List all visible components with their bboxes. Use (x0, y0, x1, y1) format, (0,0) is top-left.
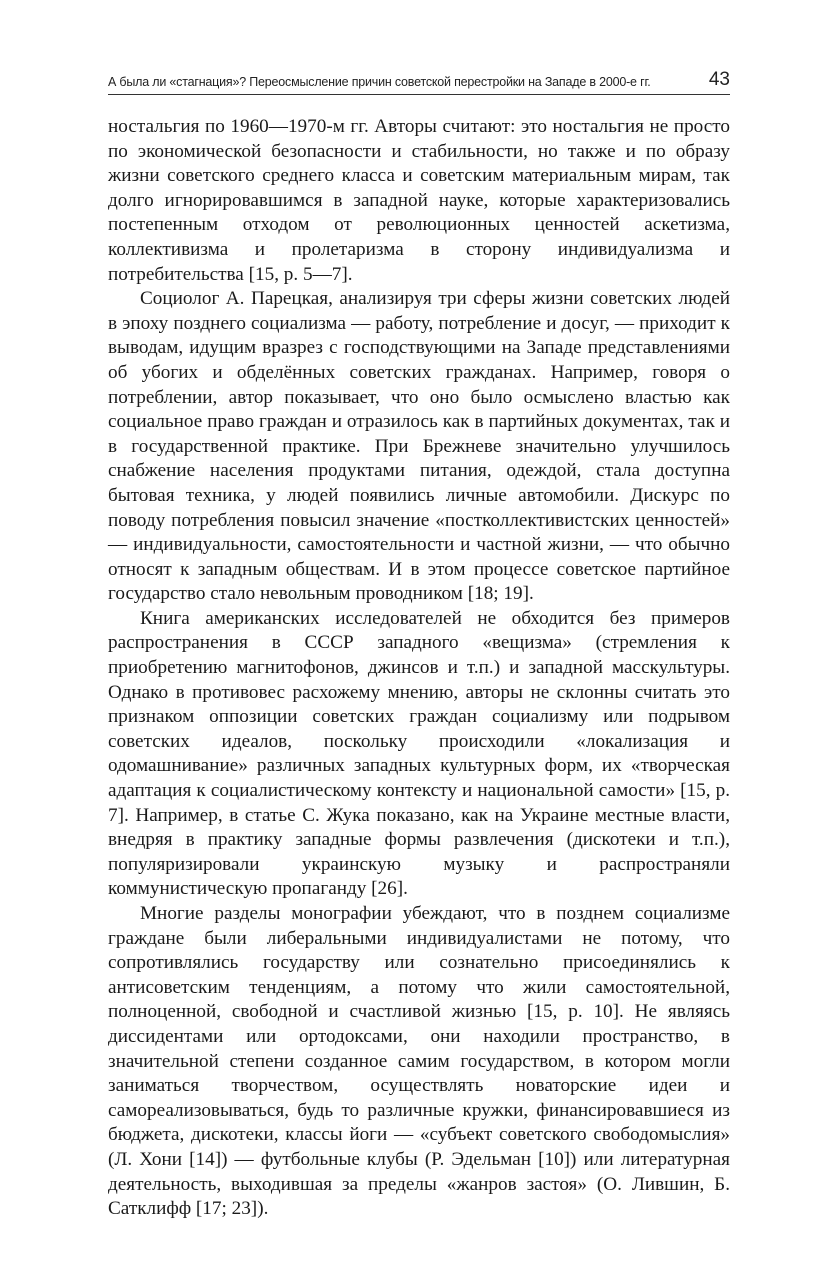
paragraph-3: Книга американских исследователей не обходится без примеров распространения в СССР западного «вещизма» (стремления к приобретению магнитофонов, джинсов и т.п.) и западной масскультуры. Однако в противовес расхожему мнению, авторы не склонны считать это признаком оппозиции советских граждан социализму или подрывом советских идеалов, поскольку происходили «локализация и одомашнивание» различных западных культурных форм, их «творческая адаптация к социалистическому контексту и национальной самости» [15, p. 7]. Например, в статье С. Жука показано, как на Украине местные власти, внедряя в практику западные формы развлечения (дискотеки и т.п.), популяризировали украинскую музыку и распространяли коммунистическую пропаганду [26]. (108, 607, 730, 900)
paragraph-1: ностальгия по 1960—1970-м гг. Авторы считают: это ностальгия не просто по экономической безопасности и стабильности, но также и по образу жизни советского среднего класса и советским материальным мирам, так долго игнорировавшимся в западной науке, которые характеризовались постепенным отходом от революционных ценностей аскетизма, коллективизма и пролетаризма в сторону индивидуализма и потребительства [15, p. 5—7]. (108, 116, 730, 285)
running-header (108, 64, 730, 95)
body-text (108, 115, 730, 1222)
paragraph-2: Социолог А. Парецкая, анализируя три сферы жизни советских людей в эпоху позднего социализма — работу, потребление и досуг, — приходит к выводам, идущим вразрез с господствующими на Западе представлениями об убогих и обделённых советских гражданах. Например, говоря о потреблении, автор показывает, что оно было осмыслено властью как социальное право граждан и отразилось как в партийных документах, так и в государственной практике. При Брежневе значительно улучшилось снабжение населения продуктами питания, одеждой, стала доступна бытовая техника, у людей появились личные автомобили. Дискурс по поводу потребления повысил значение «постколлективистских ценностей» — индивидуальности, самостоятельности и частной жизни, — что обычно относят к западным обществам. И в этом процессе советское партийное государство стало невольным проводником [18; 19]. (108, 288, 730, 605)
running-title: А была ли «стагнация»? Переосмысление причин советской перестройки на Западе в 2000-е гг. (108, 75, 651, 89)
paragraph-4: Многие разделы монографии убеждают, что в позднем социализме граждане были либеральными индивидуалистами не потому, что сопротивлялись государству или сознательно присоединялись к антисоветским тенденциям, а потому что жили самостоятельной, полноценной, свободной и счастливой жизнью [15, p. 10]. Не являясь диссидентами или ортодоксами, они находили пространство, в значительной степени созданное самим государством, в котором могли заниматься творчеством, осуществлять новаторские идеи и самореализовываться, будь то различные кружки, финансировавшиеся из бюджета, дискотеки, классы йоги — «субъект советского свободомыслия» (Л. Хони [14]) — футбольные клубы (Р. Эдельман [10]) или литературная деятельность, выходившая за пределы «жанров застоя» (О. Лившин, Б. Сатклифф [17; 23]). (108, 903, 730, 1220)
page-number: 43 (708, 69, 730, 90)
